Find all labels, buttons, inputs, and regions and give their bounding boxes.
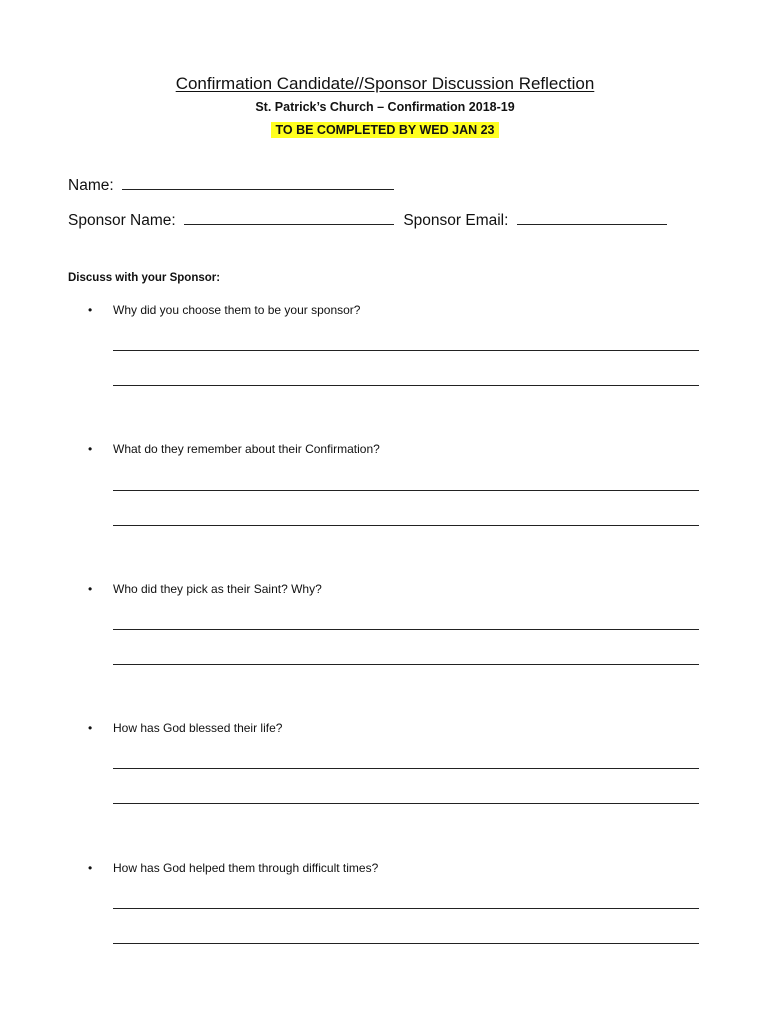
answer-line[interactable]	[113, 385, 699, 386]
sponsor-name-field[interactable]	[184, 210, 394, 225]
bullet-icon: •	[88, 582, 93, 596]
answer-line[interactable]	[113, 525, 699, 526]
bullet-icon: •	[88, 861, 93, 875]
question-text: What do they remember about their Confirmation?	[113, 442, 380, 456]
bullet-icon: •	[88, 303, 93, 317]
name-field[interactable]	[122, 175, 394, 190]
church-subtitle: St. Patrick’s Church – Confirmation 2018-19	[255, 100, 515, 114]
answer-line[interactable]	[113, 664, 699, 665]
answer-line[interactable]	[113, 908, 699, 909]
sponsor-row	[68, 210, 667, 231]
name-label: Name:	[68, 177, 114, 194]
question-item	[88, 441, 380, 457]
question-text: How has God helped them through difficult times?	[113, 861, 379, 875]
sponsor-name-label: Sponsor Name:	[68, 212, 176, 229]
question-text: How has God blessed their life?	[113, 721, 283, 735]
answer-line[interactable]	[113, 350, 699, 351]
question-item	[88, 302, 360, 318]
answer-line[interactable]	[113, 943, 699, 944]
section-label: Discuss with your Sponsor:	[68, 272, 221, 284]
deadline-highlight: TO BE COMPLETED BY WED JAN 23	[271, 122, 498, 138]
name-row	[68, 175, 394, 196]
answer-line[interactable]	[113, 768, 699, 769]
question-item	[88, 860, 378, 876]
bullet-icon: •	[88, 442, 93, 456]
question-item	[88, 581, 322, 597]
bullet-icon: •	[88, 721, 93, 735]
question-text: Who did they pick as their Saint? Why?	[113, 582, 322, 596]
question-item	[88, 720, 282, 736]
form-title: Confirmation Candidate//Sponsor Discussion Reflection	[175, 74, 595, 93]
answer-line[interactable]	[113, 629, 699, 630]
answer-line[interactable]	[113, 803, 699, 804]
answer-line[interactable]	[113, 490, 699, 491]
sponsor-email-label: Sponsor Email:	[403, 212, 509, 229]
sponsor-email-field[interactable]	[517, 210, 667, 225]
question-text: Why did you choose them to be your sponsor?	[113, 303, 361, 317]
